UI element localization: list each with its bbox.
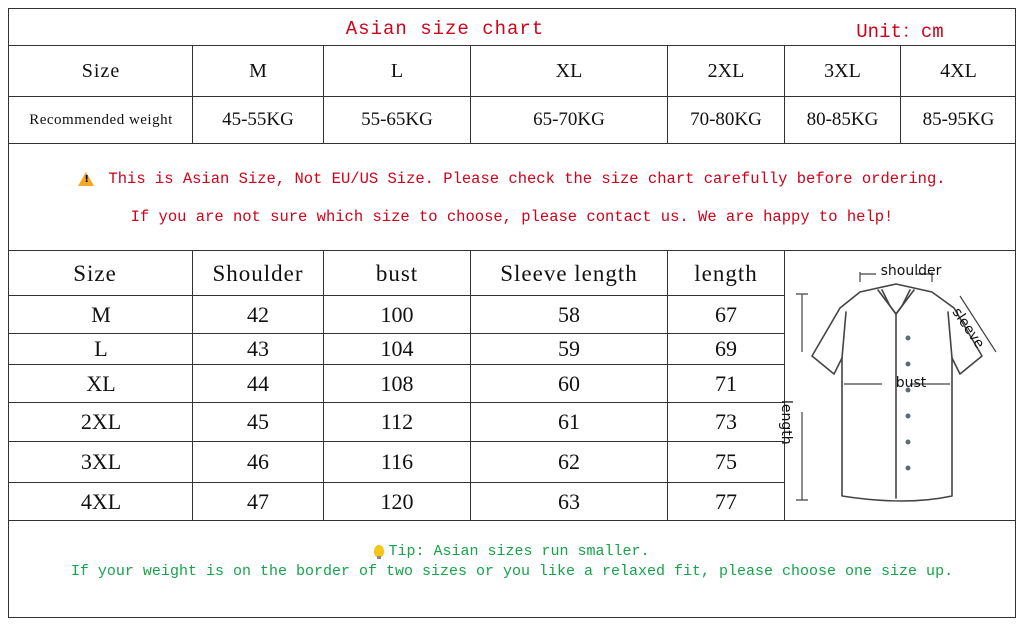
col-header-bust: bust [375, 261, 419, 286]
table-cell: 47 [247, 488, 269, 514]
table-cell: 42 [247, 301, 269, 327]
tip-line-2: If your weight is on the border of two sizes or you like a relaxed fit, please choose one size up. [70, 562, 954, 580]
table-cell: 60 [558, 370, 580, 396]
warning-icon [78, 172, 94, 186]
divider [784, 250, 785, 520]
table-cell: 61 [558, 409, 580, 434]
divider [8, 520, 1016, 521]
diagram-bust-label: bust [895, 375, 927, 391]
col-header-sleeve: Sleeve length [500, 261, 638, 286]
weight-value: 85-95KG [922, 109, 995, 130]
weight-value: 45-55KG [222, 109, 294, 130]
diagram-shoulder-label: shoulder [880, 263, 942, 279]
table-cell: 69 [715, 336, 737, 361]
diagram-length-label: length [778, 400, 794, 445]
table-cell: 108 [380, 370, 414, 396]
table-cell: 116 [380, 449, 414, 474]
table-cell: 100 [380, 301, 414, 327]
table-cell: 45 [247, 409, 269, 434]
table-cell: L [94, 336, 108, 361]
table-cell: 2XL [80, 409, 122, 434]
weight-value: 55-65KG [361, 109, 433, 130]
size-header: 3XL [824, 59, 861, 82]
table-cell: 71 [715, 370, 737, 396]
table-cell: 4XL [80, 488, 122, 514]
weight-value: 80-85KG [806, 109, 879, 130]
table-cell: 120 [380, 488, 414, 514]
size-header: M [249, 59, 267, 82]
size-row-label: Size [81, 59, 121, 82]
table-cell: M [91, 301, 111, 327]
size-header: XL [555, 59, 583, 82]
table-cell: 59 [558, 336, 580, 361]
size-header: 2XL [707, 59, 745, 82]
table-cell: 112 [380, 409, 414, 434]
col-header-length: length [694, 261, 758, 286]
tip-text-1: Tip: Asian sizes run smaller. [388, 542, 650, 560]
notice-line-1 [10, 166, 1014, 192]
col-header-size: Size [73, 261, 117, 286]
table-cell: 58 [558, 301, 580, 327]
table-cell: 46 [247, 449, 269, 474]
divider [8, 143, 1016, 144]
weight-value: 70-80KG [690, 109, 762, 130]
chart-title: Asian size chart [345, 18, 545, 40]
table-cell: 63 [558, 488, 580, 514]
col-header-shoulder: Shoulder [212, 261, 304, 286]
unit-label: Unit：cm [856, 20, 944, 43]
table-cell: 73 [715, 409, 737, 434]
weight-row-label: Recommended weight [29, 111, 173, 128]
notice-line-2: If you are not sure which size to choose, please contact us. We are happy to help! [130, 208, 894, 226]
size-header: L [390, 59, 404, 82]
table-cell: 67 [715, 301, 737, 327]
divider [8, 250, 1016, 251]
table-cell: 44 [247, 370, 269, 396]
table-cell: 75 [715, 449, 737, 474]
table-cell: 62 [558, 449, 580, 474]
diagram-sleeve-label: sleeve [948, 305, 988, 352]
table-cell: 104 [380, 336, 414, 361]
table-cell: 43 [247, 336, 269, 361]
table-cell: XL [86, 370, 116, 396]
notice-text-1: This is Asian Size, Not EU/US Size. Please check the size chart carefully before ordering. [108, 170, 946, 188]
table-cell: 77 [715, 488, 737, 514]
tip-line-1 [10, 540, 1014, 562]
table-cell: 3XL [80, 449, 122, 474]
lightbulb-icon [374, 545, 384, 557]
size-header: 4XL [940, 59, 977, 82]
weight-value: 65-70KG [533, 109, 605, 130]
